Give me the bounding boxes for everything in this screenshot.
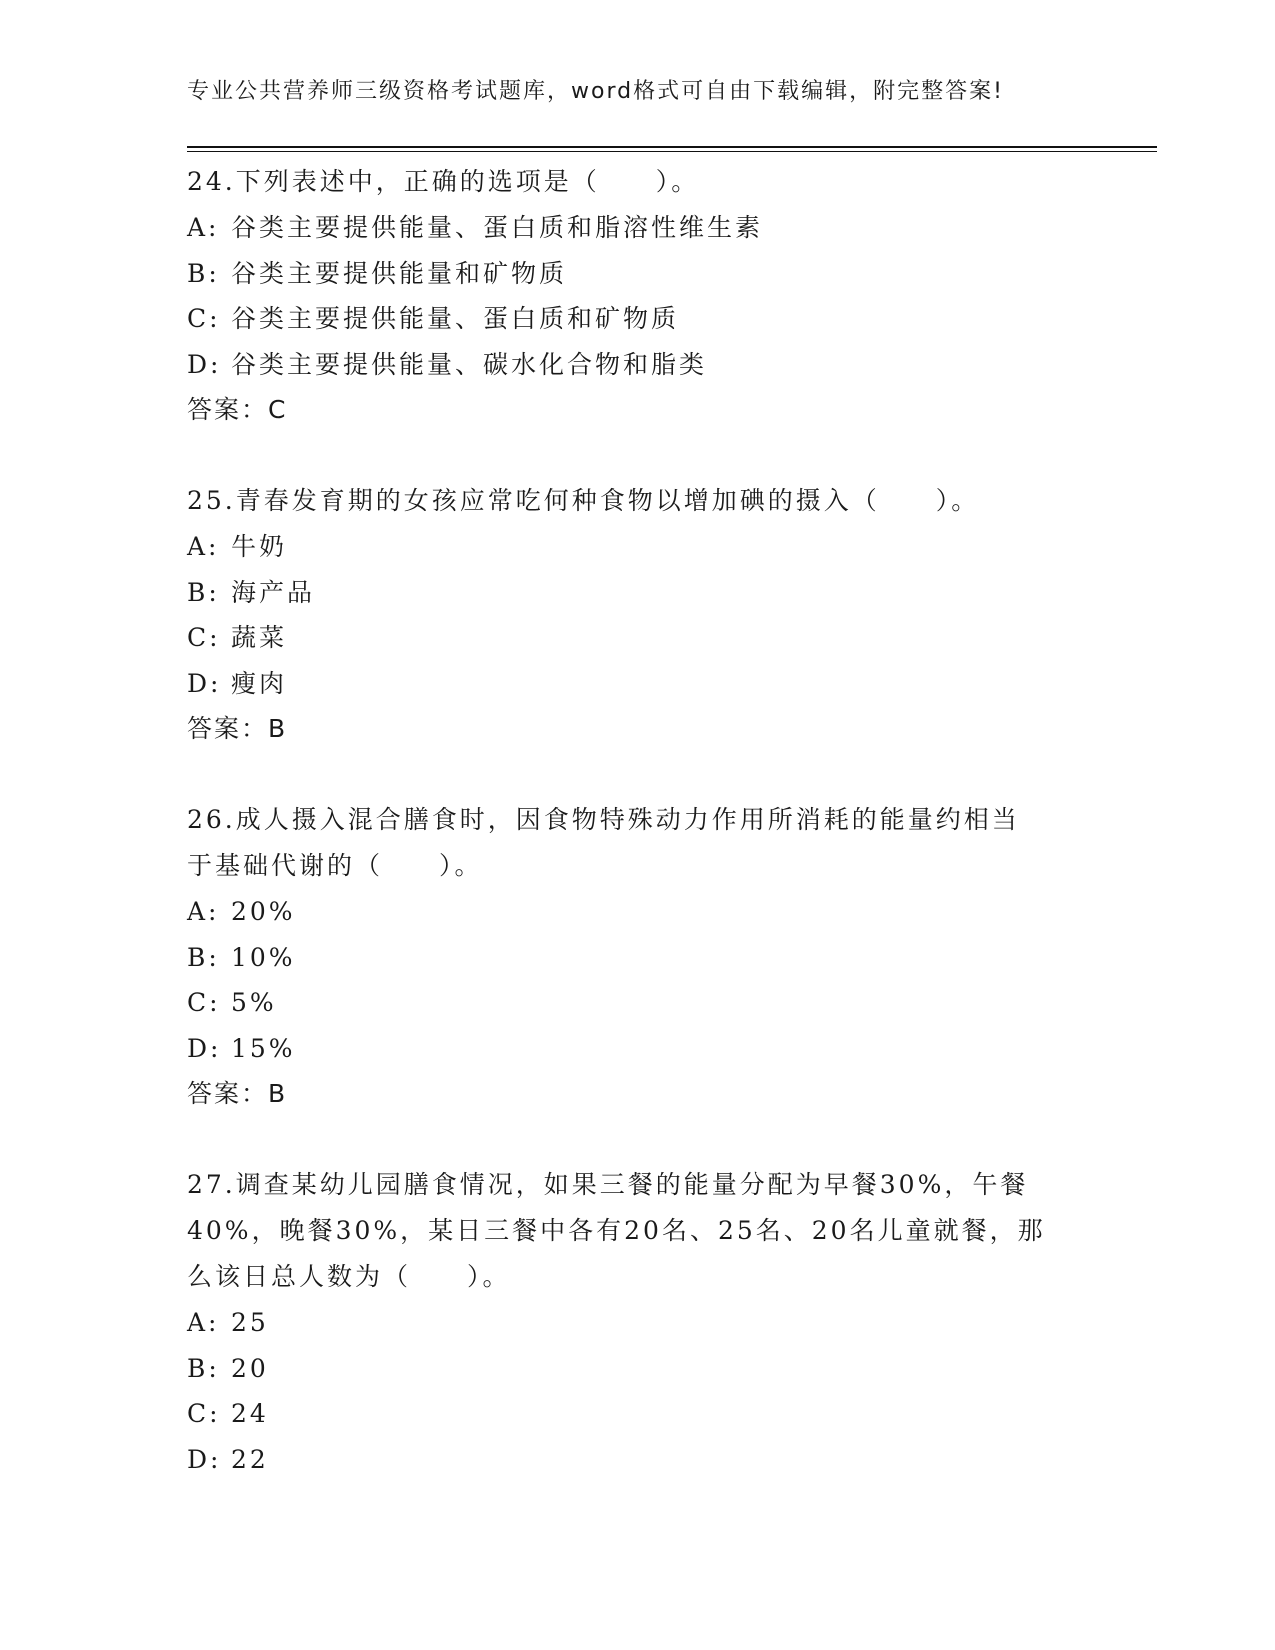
option-letter: B: <box>187 1353 220 1383</box>
option-c <box>187 296 1087 342</box>
option-text: 25 <box>231 1308 269 1337</box>
question-25 <box>187 478 1087 752</box>
option-b <box>187 570 1087 616</box>
option-letter: B: <box>187 577 220 607</box>
option-d <box>187 1437 1087 1483</box>
question-text: 26.成人摄入混合膳食时，因食物特殊动力作用所消耗的能量约相当于基础代谢的（ ）。 <box>187 805 1020 880</box>
option-letter: D: <box>187 349 222 379</box>
option-letter: A: <box>187 1308 220 1337</box>
option-text: 20% <box>231 897 296 926</box>
option-letter: B: <box>187 942 220 972</box>
option-text: 22 <box>231 1444 269 1474</box>
option-b <box>187 935 1087 981</box>
answer: 答案：B <box>187 714 288 743</box>
question-24 <box>187 159 1087 433</box>
document-header: 专业公共营养师三级资格考试题库，word格式可自由下载编辑，附完整答案! <box>187 79 1004 104</box>
option-letter: B: <box>187 258 220 288</box>
option-c <box>187 615 1087 661</box>
option-text: 谷类主要提供能量、蛋白质和脂溶性维生素 <box>231 213 764 242</box>
option-d <box>187 661 1087 707</box>
option-letter: A: <box>187 213 220 242</box>
option-text: 20 <box>231 1353 269 1383</box>
option-letter: A: <box>187 532 220 561</box>
option-text: 15% <box>231 1033 296 1063</box>
option-letter: D: <box>187 668 222 698</box>
option-text: 海产品 <box>231 577 316 607</box>
option-b <box>187 251 1087 297</box>
question-27 <box>187 1162 1087 1482</box>
answer: 答案：C <box>187 395 288 424</box>
option-text: 瘦肉 <box>231 668 288 698</box>
option-text: 蔬菜 <box>231 623 288 652</box>
option-a <box>187 1300 1087 1346</box>
option-text: 5% <box>231 988 277 1017</box>
option-b <box>187 1346 1087 1392</box>
answer: 答案：B <box>187 1079 288 1108</box>
option-text: 谷类主要提供能量、蛋白质和矿物质 <box>231 304 680 333</box>
option-text: 10% <box>231 942 296 972</box>
option-text: 谷类主要提供能量和矿物质 <box>231 258 568 288</box>
option-c <box>187 980 1087 1026</box>
question-26 <box>187 797 1087 1117</box>
option-letter: D: <box>187 1033 222 1063</box>
option-text: 24 <box>231 1399 269 1428</box>
question-text: 25.青春发育期的女孩应常吃何种食物以增加碘的摄入（ ）。 <box>187 486 980 515</box>
option-c <box>187 1391 1087 1437</box>
header-rule-thin <box>187 151 1157 152</box>
option-letter: C: <box>187 988 221 1017</box>
option-d <box>187 342 1087 388</box>
question-list <box>187 159 1087 1527</box>
header-rule-thick <box>187 146 1157 148</box>
option-d <box>187 1026 1087 1072</box>
option-text: 谷类主要提供能量、碳水化合物和脂类 <box>231 349 708 379</box>
option-letter: D: <box>187 1444 222 1474</box>
option-letter: A: <box>187 897 220 926</box>
option-a <box>187 205 1087 251</box>
option-a <box>187 889 1087 935</box>
option-a <box>187 524 1087 570</box>
question-text: 24.下列表述中，正确的选项是（ ）。 <box>187 167 700 196</box>
option-letter: C: <box>187 1399 221 1428</box>
question-text: 27.调查某幼儿园膳食情况，如果三餐的能量分配为早餐30%，午餐40%，晚餐30%，某日三餐中各有20名、25名、20名儿童就餐，那么该日总人数为（ ）。 <box>187 1170 1046 1291</box>
option-letter: C: <box>187 623 221 652</box>
option-text: 牛奶 <box>231 532 288 561</box>
option-letter: C: <box>187 304 221 333</box>
